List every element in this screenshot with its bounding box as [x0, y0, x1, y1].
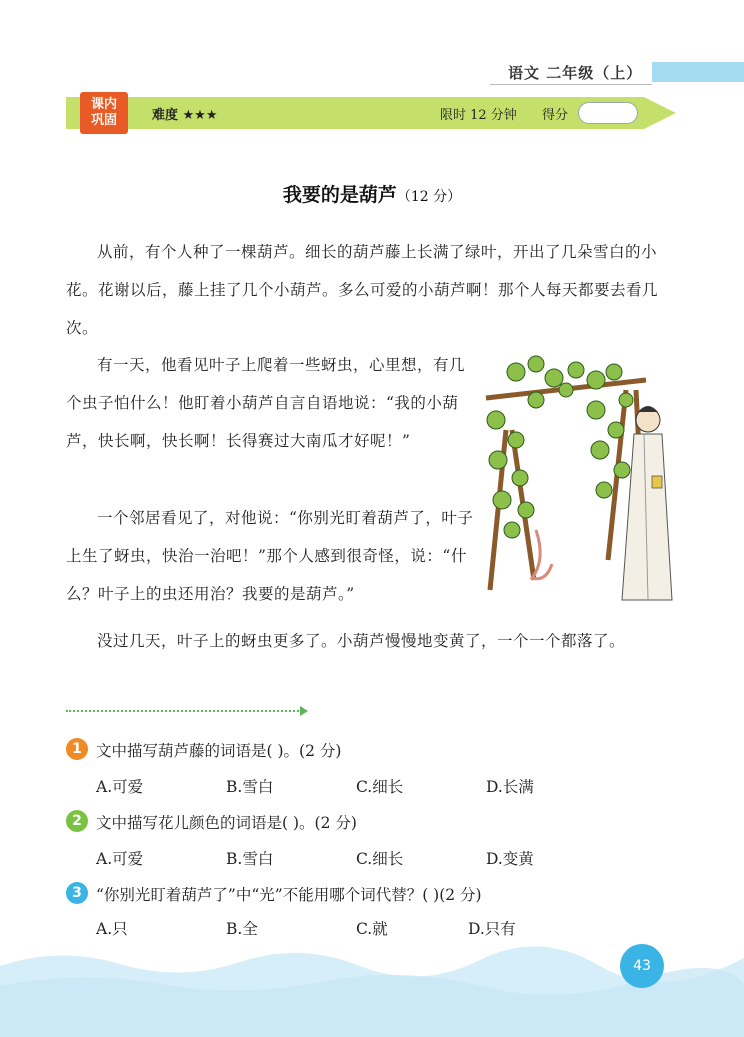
question-3-number	[66, 882, 88, 904]
title-text: 我要的是葫芦	[282, 184, 397, 206]
banner-arrow-shape	[644, 97, 676, 129]
question-2-number-text: 2	[72, 813, 82, 829]
header-color-block	[652, 62, 744, 82]
passage-paragraph-3: 一个邻居看见了，对他说：“你别光盯着葫芦了，叶子上生了蚜虫，快治一治吧！”那个人感到很奇怪，说：“什么？叶子上的虫还用治？我要的是葫芦。”	[66, 509, 474, 603]
passage-paragraph-2: 有一天，他看见叶子上爬着一些蚜虫，心里想，有几个虫子怕什么！他盯着小葫芦自言自语地说：“我的小葫芦，快长啊，快长啊！长得赛过大南瓜才好呢！”	[66, 356, 466, 450]
question-1-number	[66, 738, 88, 760]
score-input-box[interactable]	[578, 102, 638, 124]
gourd-trellis-illustration	[476, 350, 686, 608]
passage-paragraph-1: 从前，有个人种了一棵葫芦。细长的葫芦藤上长满了绿叶，开出了几朵雪白的小花。花谢以后，藤上挂了几个小葫芦。多么可爱的小葫芦啊！那个人每天都要去看几次。	[66, 243, 659, 337]
question-1-number-text: 1	[72, 741, 82, 757]
q2-option-a[interactable]: A.可爱	[96, 850, 144, 868]
q2-option-b[interactable]: B.雪白	[226, 850, 274, 868]
q1-option-c[interactable]: C.细长	[356, 778, 404, 796]
passage-paragraph-4: 没过几天，叶子上的蚜虫更多了。小葫芦慢慢地变黄了，一个一个都落了。	[97, 632, 626, 650]
question-3-number-text: 3	[72, 885, 82, 901]
question-2-number	[66, 810, 88, 832]
difficulty-rating: 难度 ★★★	[152, 108, 218, 123]
page-number: 43	[633, 958, 651, 974]
question-1-text: 文中描写葫芦藤的词语是( )。(2 分)	[96, 742, 342, 760]
q1-option-a[interactable]: A.可爱	[96, 778, 144, 796]
subject-grade-label: 语文 二年级（上）	[508, 64, 643, 82]
q3-option-b[interactable]: B.全	[226, 920, 258, 938]
time-limit: 限时 12 分钟	[440, 108, 517, 123]
title-points: （12 分）	[396, 189, 462, 205]
section-divider	[66, 710, 302, 712]
q3-option-d[interactable]: D.只有	[468, 920, 516, 938]
section-badge	[80, 92, 128, 134]
q1-option-b[interactable]: B.雪白	[226, 778, 274, 796]
q2-option-c[interactable]: C.细长	[356, 850, 404, 868]
q1-option-d[interactable]: D.长满	[486, 778, 534, 796]
passage-title	[0, 180, 744, 207]
q3-option-c[interactable]: C.就	[356, 920, 388, 938]
page-number-badge	[620, 944, 664, 988]
divider-arrow	[300, 706, 308, 716]
q2-option-d[interactable]: D.变黄	[486, 850, 534, 868]
score-label: 得分	[542, 108, 569, 123]
header-underline	[490, 84, 652, 85]
question-3-text: “你别光盯着葫芦了”中“光”不能用哪个词代替？( )(2 分)	[96, 886, 482, 904]
question-2-text: 文中描写花儿颜色的词语是( )。(2 分)	[96, 814, 357, 832]
q3-option-a[interactable]: A.只	[96, 920, 128, 938]
badge-line-1: 课内	[90, 97, 117, 112]
badge-line-2: 巩固	[90, 113, 117, 128]
